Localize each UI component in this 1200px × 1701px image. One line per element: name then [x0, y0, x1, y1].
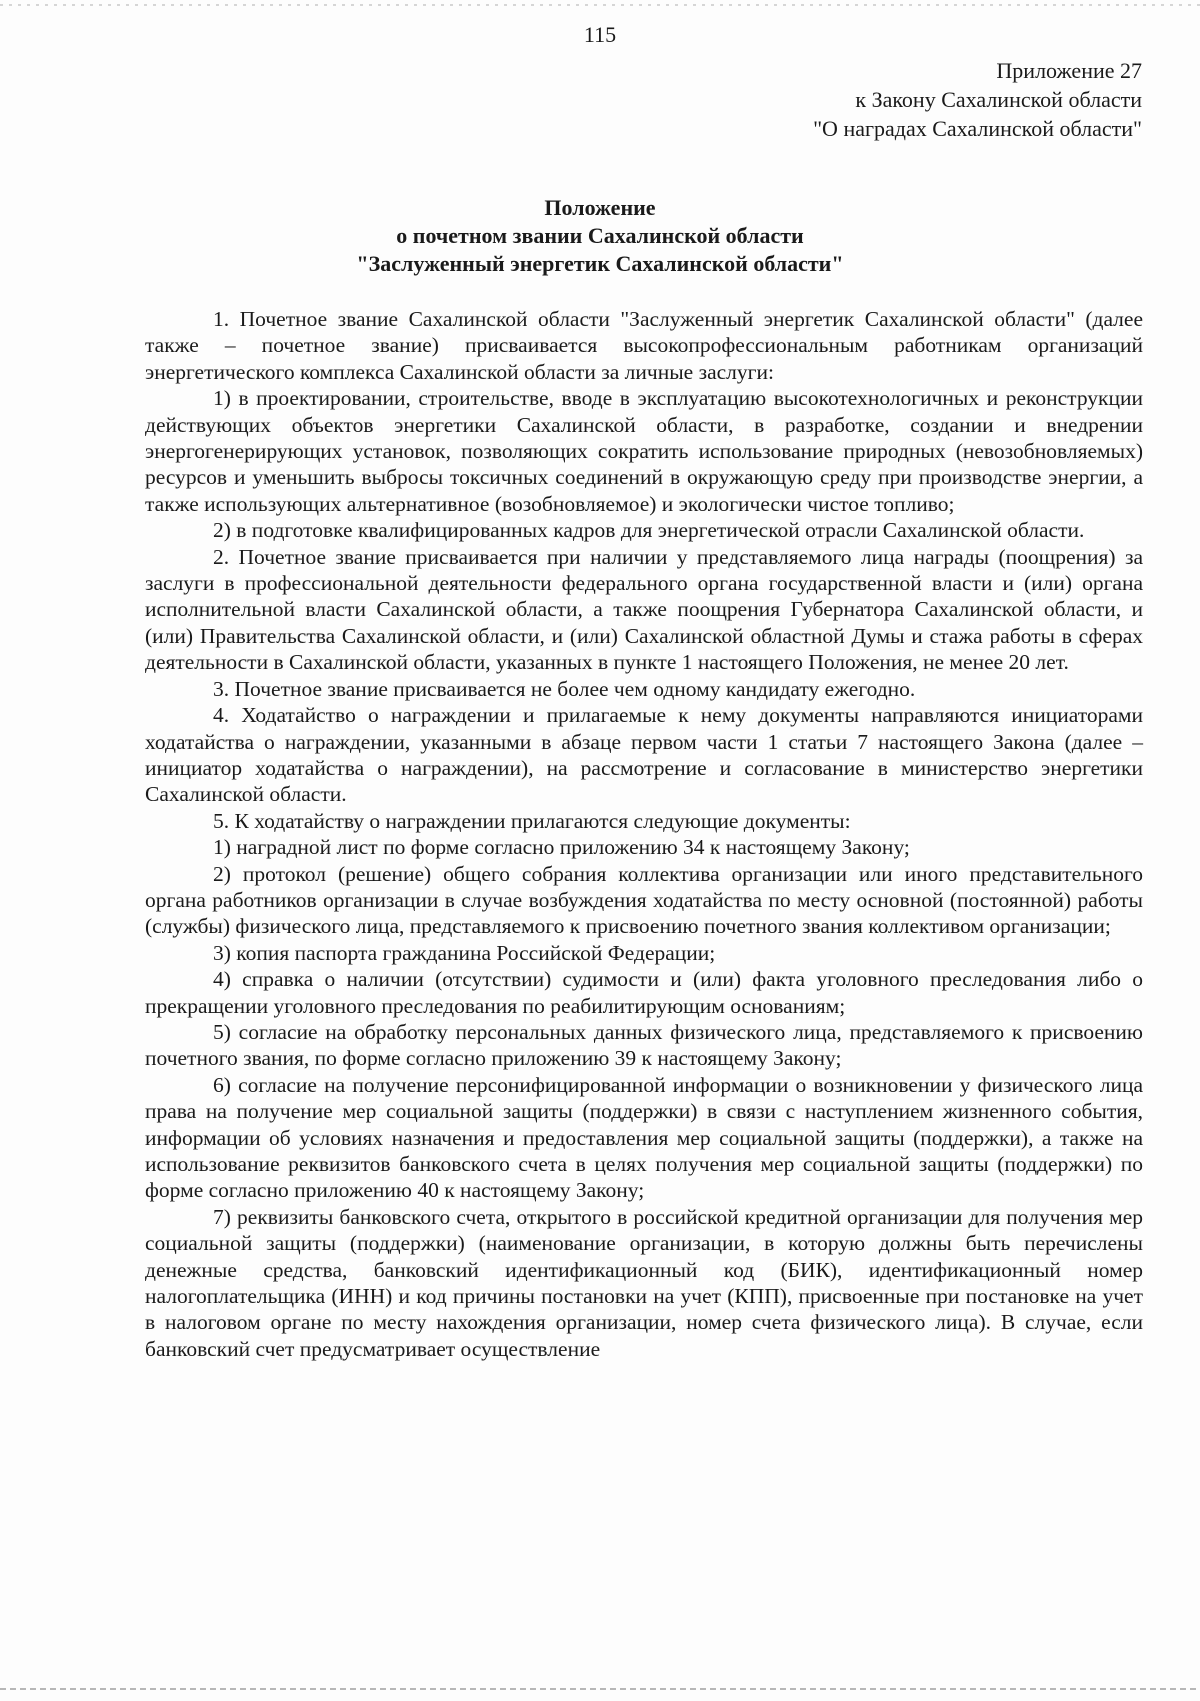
- paragraph: 7) реквизиты банковского счета, открытого в российской кредитной организации для получения мер социальной защиты (поддержки) (наименование организации, в которую должны быть перечислены денежные средства, банковский идентификационный код (БИК), идентификационный номер налогоплательщика (ИНН) и код причины постановки на учет (КПП), присвоенные при постановке на учет в налоговом органе по месту нахождения организации, номер счета физического лица). В случае, если банковский счет предусматривает осуществление: [145, 1204, 1143, 1361]
- appendix-header: [813, 56, 1142, 143]
- document-body: [145, 306, 1143, 1362]
- paragraph: 1) в проектировании, строительстве, вводе в эксплуатацию высокотехнологичных и реконструкции действующих объектов энергетики Сахалинской области, в разработке, создании и внедрении энергогенерирующих установок, позволяющих сократить использование природных (невозобновляемых) ресурсов и уменьшить выбросы токсичных соединений в окружающую среду при производстве энергии, а также использующих альтернативное (возобновляемое) и экологически чистое топливо;: [145, 386, 1143, 516]
- paragraph: 1) наградной лист по форме согласно приложению 34 к настоящему Закону;: [213, 835, 910, 860]
- paragraph: 4. Ходатайство о награждении и прилагаемые к нему документы направляются инициаторами ходатайства о награждении, указанными в абзаце первом части 1 статьи 7 настоящего Закона (далее – инициатор ходатайства о награждении), на рассмотрение и согласование в министерство энергетики Сахалинской области.: [145, 703, 1143, 807]
- title-line-1: Положение: [544, 195, 656, 220]
- title-line-2: о почетном звании Сахалинской области: [396, 223, 804, 248]
- paragraph: 3. Почетное звание присваивается не более чем одному кандидату ежегодно.: [213, 676, 916, 701]
- paragraph: 5) согласие на обработку персональных данных физического лица, представляемого к присвоению почетного звания, по форме согласно приложению 39 к настоящему Закону;: [145, 1019, 1143, 1071]
- paragraph: 2) протокол (решение) общего собрания коллектива организации или иного представительного органа работников организации в случае возбуждения ходатайства по месту основной (постоянной) работы (службы) физического лица, представляемого к присвоению почетного звания коллективом организации;: [145, 861, 1143, 939]
- title-line-3: "Заслуженный энергетик Сахалинской области": [356, 251, 844, 276]
- paragraph: 3) копия паспорта гражданина Российской Федерации;: [213, 940, 716, 965]
- paragraph: 1. Почетное звание Сахалинской области "Заслуженный энергетик Сахалинской области" (далее также – почетное звание) присваивается высокопрофессиональным работникам организаций энергетического комплекса Сахалинской области за личные заслуги:: [145, 307, 1143, 384]
- paragraph: 4) справка о наличии (отсутствии) судимости и (или) факта уголовного преследования либо о прекращении уголовного преследования по реабилитирующим основаниям;: [145, 967, 1143, 1018]
- scan-edge-bottom: [0, 1688, 1200, 1690]
- paragraph: 6) согласие на получение персонифицированной информации о возникновении у физического лица права на получение мер социальной защиты (поддержки) в связи с наступлением жизненного события, информации об условиях назначения и предоставления мер социальной защиты (поддержки), а также на использование реквизитов банковского счета в целях получения мер социальной защиты (поддержки) по форме согласно приложению 40 к настоящему Закону;: [145, 1072, 1143, 1203]
- appendix-line-2: к Закону Сахалинской области: [855, 87, 1142, 112]
- paragraph: 2) в подготовке квалифицированных кадров для энергетической отрасли Сахалинской области.: [213, 518, 1085, 543]
- appendix-line-1: Приложение 27: [996, 58, 1142, 83]
- document-title: [0, 194, 1200, 278]
- paragraph: 5. К ходатайству о награждении прилагаются следующие документы:: [213, 808, 851, 833]
- page-number: 115: [583, 22, 617, 47]
- scan-edge-top: [0, 4, 1200, 6]
- appendix-line-3: "О наградах Сахалинской области": [813, 116, 1142, 141]
- paragraph: 2. Почетное звание присваивается при наличии у представляемого лица награды (поощрения) за заслуги в профессиональной деятельности федерального органа государственной власти и (или) органа исполнительной власти Сахалинской области, а также поощрения Губернатора Сахалинской области, и (или) Правительства Сахалинской области, и (или) Сахалинской областной Думы и стажа работы в сферах деятельности в Сахалинской области, указанных в пункте 1 настоящего Положения, не менее 20 лет.: [145, 544, 1143, 675]
